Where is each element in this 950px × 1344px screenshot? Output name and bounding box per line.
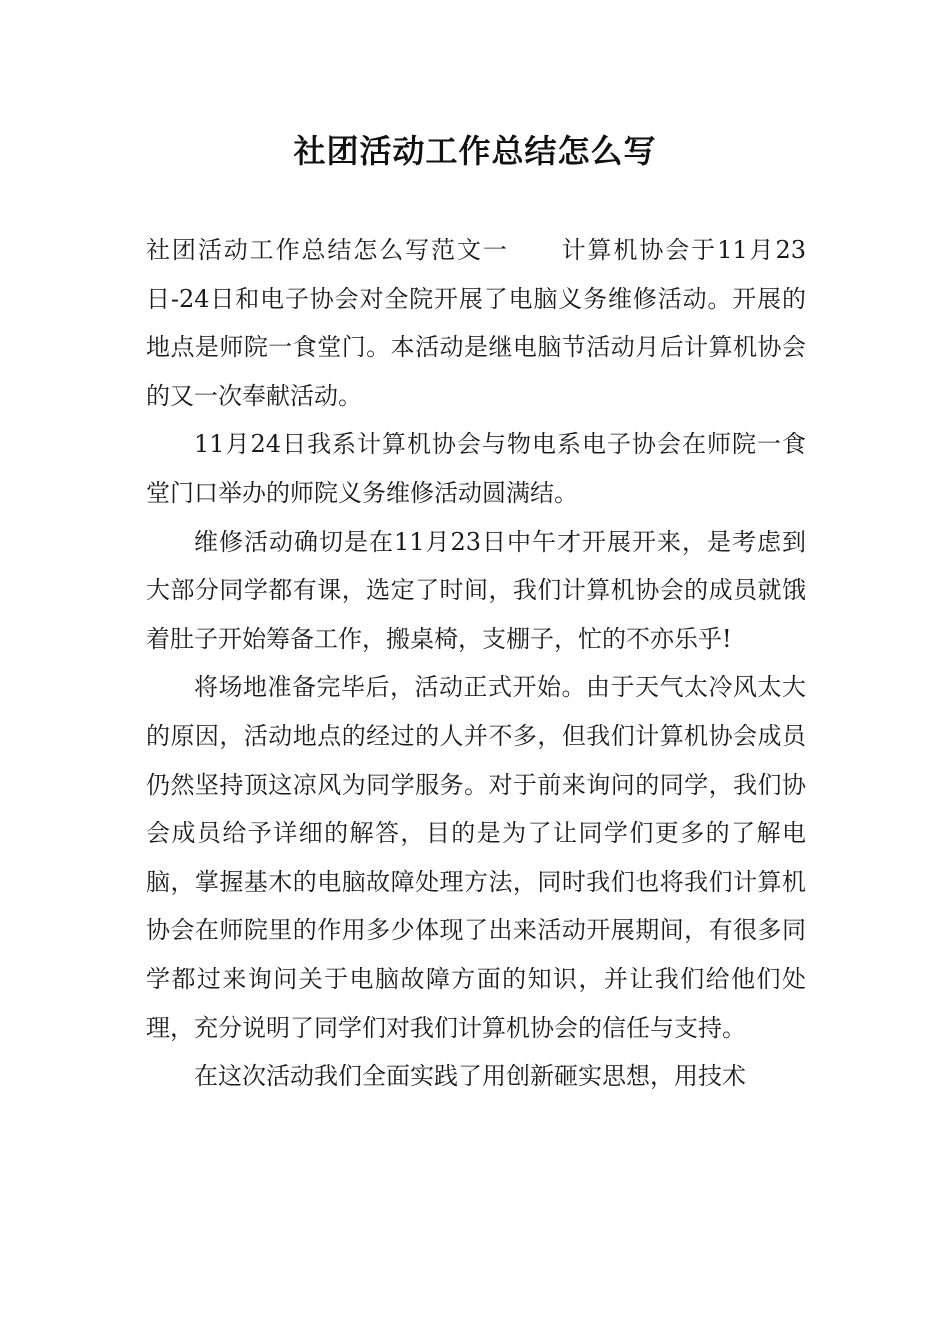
paragraph-intro bbox=[146, 226, 806, 420]
paragraph-2: 11月24日我系计算机协会与物电系电子协会在师院一食堂门口举办的师院义务维修活动圆满结。 bbox=[146, 430, 806, 507]
paragraph-3: 维修活动确切是在11月23日中午才开展开来，是考虑到大部分同学都有课，选定了时间，我们计算机协会的成员就饿着肚子开始筹备工作，搬桌椅，支棚子，忙的不亦乐乎! bbox=[146, 527, 806, 653]
document-title: 社团活动工作总结怎么写 bbox=[293, 132, 657, 170]
document-body bbox=[146, 226, 806, 1101]
intro-label: 社团活动工作总结怎么写范文一 bbox=[146, 236, 509, 264]
paragraph-4: 将场地准备完毕后，活动正式开始。由于天气太冷风太大的原因，活动地点的经过的人并不多，但我们计算机协会成员仍然坚持顶这凉风为同学服务。对于前来询问的同学，我们协会成员给予详细的解答，目的是为了让同学们更多的了解电脑，掌握基木的电脑故障处理方法，同时我们也将我们计算机协会在师院里的作用多少体现了出来活动开展期间，有很多同学都过来询问关于电脑故障方面的知识，并让我们给他们处理，充分说明了同学们对我们计算机协会的信任与支持。 bbox=[146, 673, 806, 1042]
paragraph-5: 在这次活动我们全面实践了用创新砸实思想，用技术 bbox=[194, 1062, 746, 1091]
paragraph-1-text: 计算机协会于11月23日-24日和电子协会对全院开展了电脑义务维修活动。开展的地点是师院一食堂门。本活动是继电脑节活动月后计算机协会的又一次奉献活动。 bbox=[146, 236, 807, 410]
